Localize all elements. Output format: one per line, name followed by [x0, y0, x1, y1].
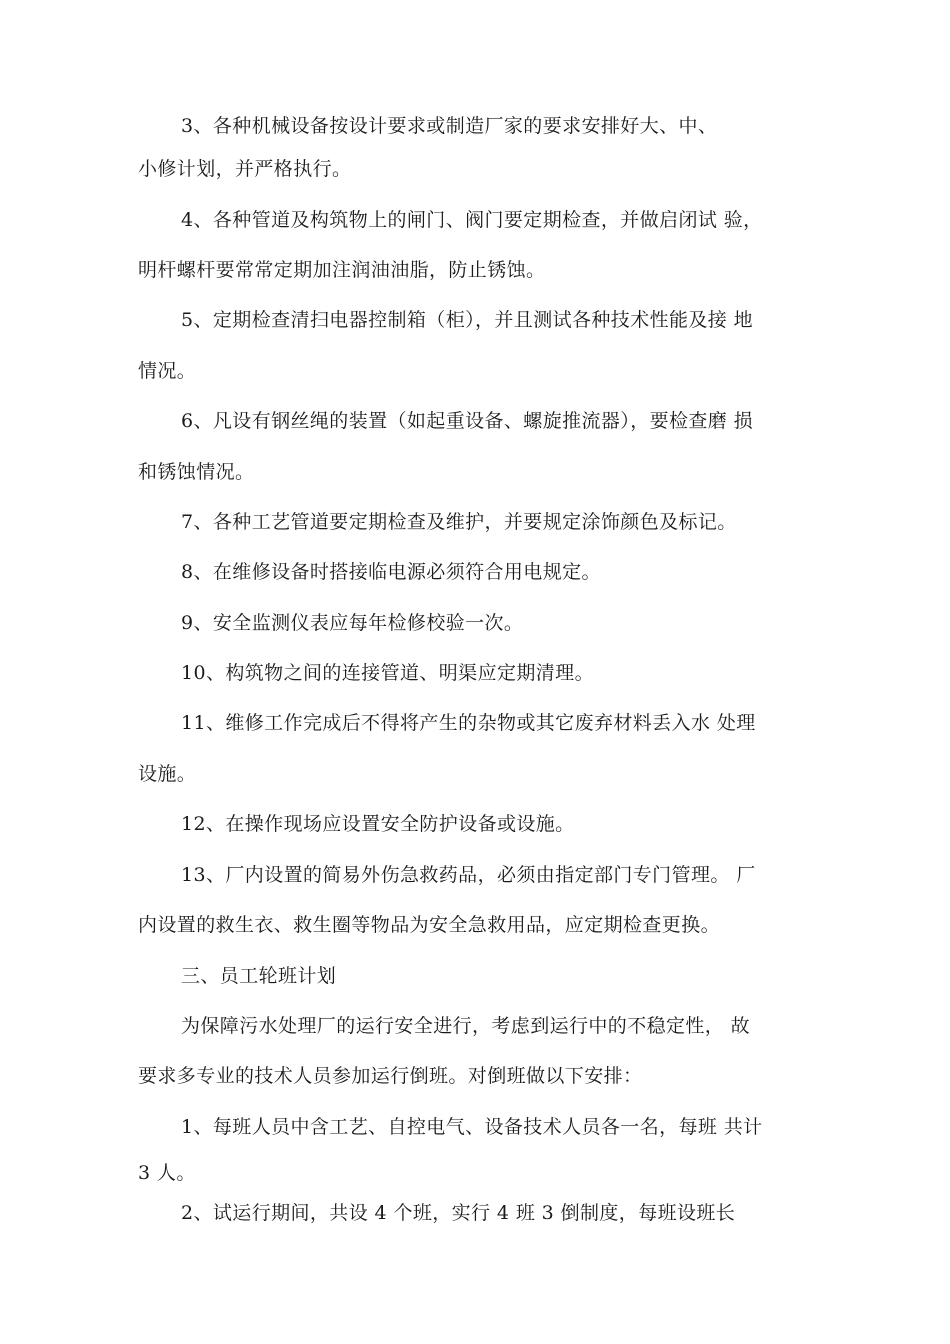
text-line: 3、各种机械设备按设计要求或制造厂家的要求安排好大、中、: [181, 115, 718, 137]
text-line: 12、在操作现场应设置安全防护设备或设施。: [181, 813, 575, 835]
text-line: 和锈蚀情况。: [138, 461, 255, 483]
text-line: 13、厂内设置的简易外伤急救药品，必须由指定部门专门管理。 厂: [181, 864, 756, 886]
section-heading: 三、员工轮班计划: [181, 965, 337, 987]
text-line: 1、每班人员中含工艺、自控电气、设备技术人员各一名，每班 共计: [181, 1116, 763, 1138]
text-line: 设施。: [138, 763, 197, 785]
text-line: 为保障污水处理厂的运行安全进行，考虑到运行中的不稳定性， 故: [181, 1015, 751, 1037]
text-line: 明杆螺杆要常常定期加注润油油脂，防止锈蚀。: [138, 259, 546, 281]
text-line: 6、凡设有钢丝绳的装置（如起重设备、螺旋推流器），要检查磨 损: [181, 410, 754, 432]
text-line: 3 人。: [138, 1162, 196, 1184]
text-line: 9、安全监测仪表应每年检修校验一次。: [181, 612, 524, 634]
text-line: 4、各种管道及构筑物上的闸门、阀门要定期检查，并做启闭试 验，: [181, 209, 763, 231]
text-line: 7、各种工艺管道要定期检查及维护，并要规定涂饰颜色及标记。: [181, 511, 737, 533]
text-line: 8、在维修设备时搭接临电源必须符合用电规定。: [181, 561, 601, 583]
text-line: 11、维修工作完成后不得将产生的杂物或其它废弃材料丢入水 处理: [181, 712, 756, 734]
text-line: 小修计划，并严格执行。: [138, 158, 352, 180]
text-line: 5、定期检查清扫电器控制箱（柜），并且测试各种技术性能及接 地: [181, 309, 754, 331]
text-line: 情况。: [138, 360, 197, 382]
text-line: 10、构筑物之间的连接管道、明渠应定期清理。: [181, 662, 594, 684]
text-line: 2、试运行期间，共设 4 个班，实行 4 班 3 倒制度，每班设班长: [181, 1202, 736, 1224]
text-line: 要求多专业的技术人员参加运行倒班。对倒班做以下安排：: [138, 1065, 643, 1087]
text-line: 内设置的救生衣、救生圈等物品为安全急救用品，应定期检查更换。: [138, 914, 721, 936]
